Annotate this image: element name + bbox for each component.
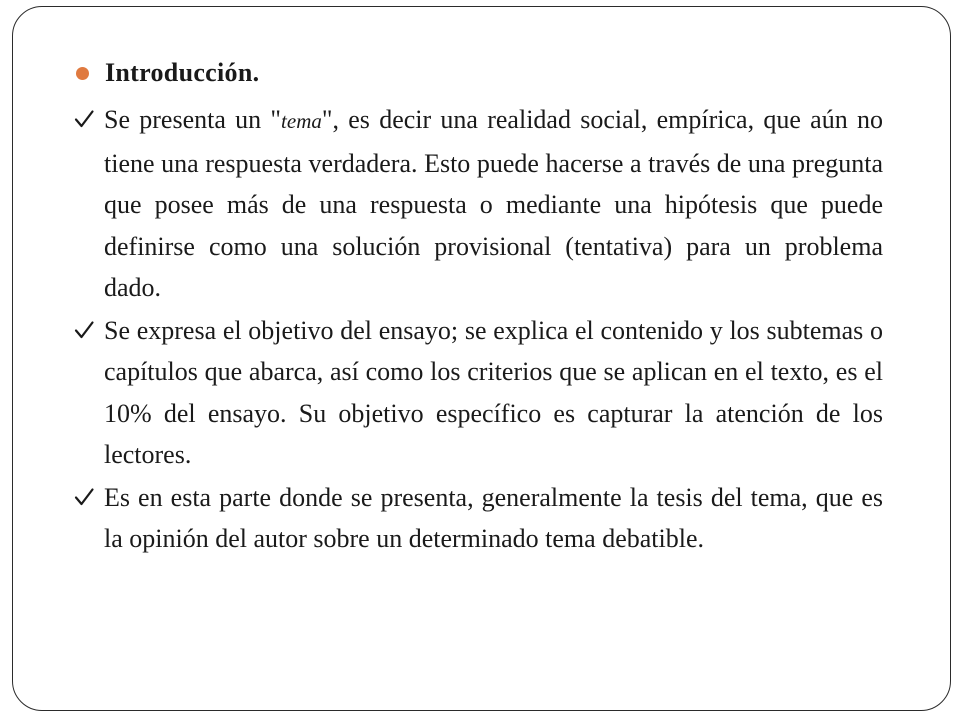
checkmark-icon: [73, 108, 95, 130]
item-text-after: ", es decir una realidad social, empírica, que aún no tiene una respuesta verdadera. Esto puede hacerse a través de una pregunta que posee más de una respuesta o mediante una hipótesis que puede definirse como una solución provisional (tentativa) para un problema dado.: [104, 105, 883, 302]
item-text: Se expresa el objetivo del ensayo; se explica el contenido y los subtemas o capítulos que abarca, así como los criterios que se aplican en el texto, es el 10% del ensayo. Su objetivo específico es capturar la atención de los lectores.: [104, 315, 883, 469]
list-item: [73, 477, 883, 560]
slide-frame: [12, 6, 951, 711]
checkmark-icon: [73, 319, 95, 341]
list-item: [73, 99, 883, 309]
slide-content: [73, 51, 883, 561]
item-text: Es en esta parte donde se presenta, generalmente la tesis del tema, que es la opinión del autor sobre un determinado tema debatible.: [104, 482, 883, 553]
item-text-before: Se presenta un ": [104, 105, 282, 134]
orange-dot-bullet-icon: [76, 67, 89, 80]
checkmark-icon: [73, 486, 95, 508]
heading-row: [73, 51, 883, 95]
slide-heading: Introducción.: [105, 58, 260, 87]
check-list: [73, 99, 883, 560]
item-italic-term: tema: [281, 109, 322, 133]
list-item: [73, 310, 883, 476]
